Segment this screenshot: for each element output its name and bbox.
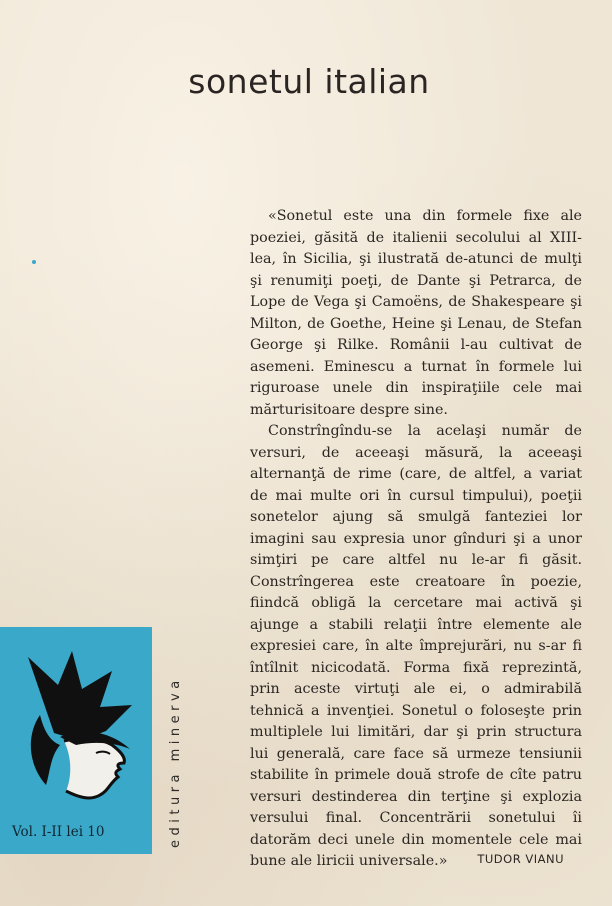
back-cover-quote [250, 206, 582, 873]
publisher-name: editura minerva [168, 676, 183, 848]
quote-paragraph-2: Constrîngîndu-se la acelaşi număr de versuri, de aceeaşi măsură, la aceeaşi alternanţă de rime (care, de altfel, a variat de mai multe ori în cursul timpului), poeţii sonetelor ajung să smulgă fanteziei lor imagini sau expresia unor gînduri şi a unor simţiri pe care altfel nu le-ar fi găsit. Constrîngerea este creatoare în poezie, fiindcă obligă la cercetare mai activă şi ajunge a stabili relaţii între elemente ale expresiei care, în alte împrejurări, nu s-ar fi întîlnit nicicodată. Forma fixă reprezintă, prin aceste virtuţi ale ei, o admirabilă tehnică a invenţiei. Sonetul o foloseşte prin multiplele lui limitări, dar şi prin structura lui generală, care face să urmeze tensiunii stabilite în primele două strofe de cîte patru versuri destinderea din terţine şi explozia versului final. Concentrării sonetului îi datorăm deci unele din momentele cele mai bune ale liricii universale.» [250, 423, 582, 869]
ink-speck [32, 260, 36, 264]
quote-paragraph-1: «Sonetul este una din formele fixe ale poeziei, găsită de italienii secolului al XIII-lea, în Sicilia, şi ilustrată de-atunci de mulţi şi renumiţi poeţi, de Dante şi Petrarca, de Lope de Vega şi Camoëns, de Shakespeare şi Milton, de Goethe, Heine şi Lenau, de Stefan George şi Rilke. Românii l-au cultivat de asemeni. Eminescu a turnat în formele lui riguroase unele din inspiraţiile cele mai mărturisitoare despre sine. [250, 208, 582, 418]
publisher-logo-panel [0, 627, 152, 854]
book-title: sonetul italian [188, 62, 430, 101]
minerva-helmet-profile-logo-icon [20, 645, 140, 815]
quote-author: TUDOR VIANU [477, 852, 564, 866]
volume-price: Vol. I-II lei 10 [12, 824, 105, 840]
